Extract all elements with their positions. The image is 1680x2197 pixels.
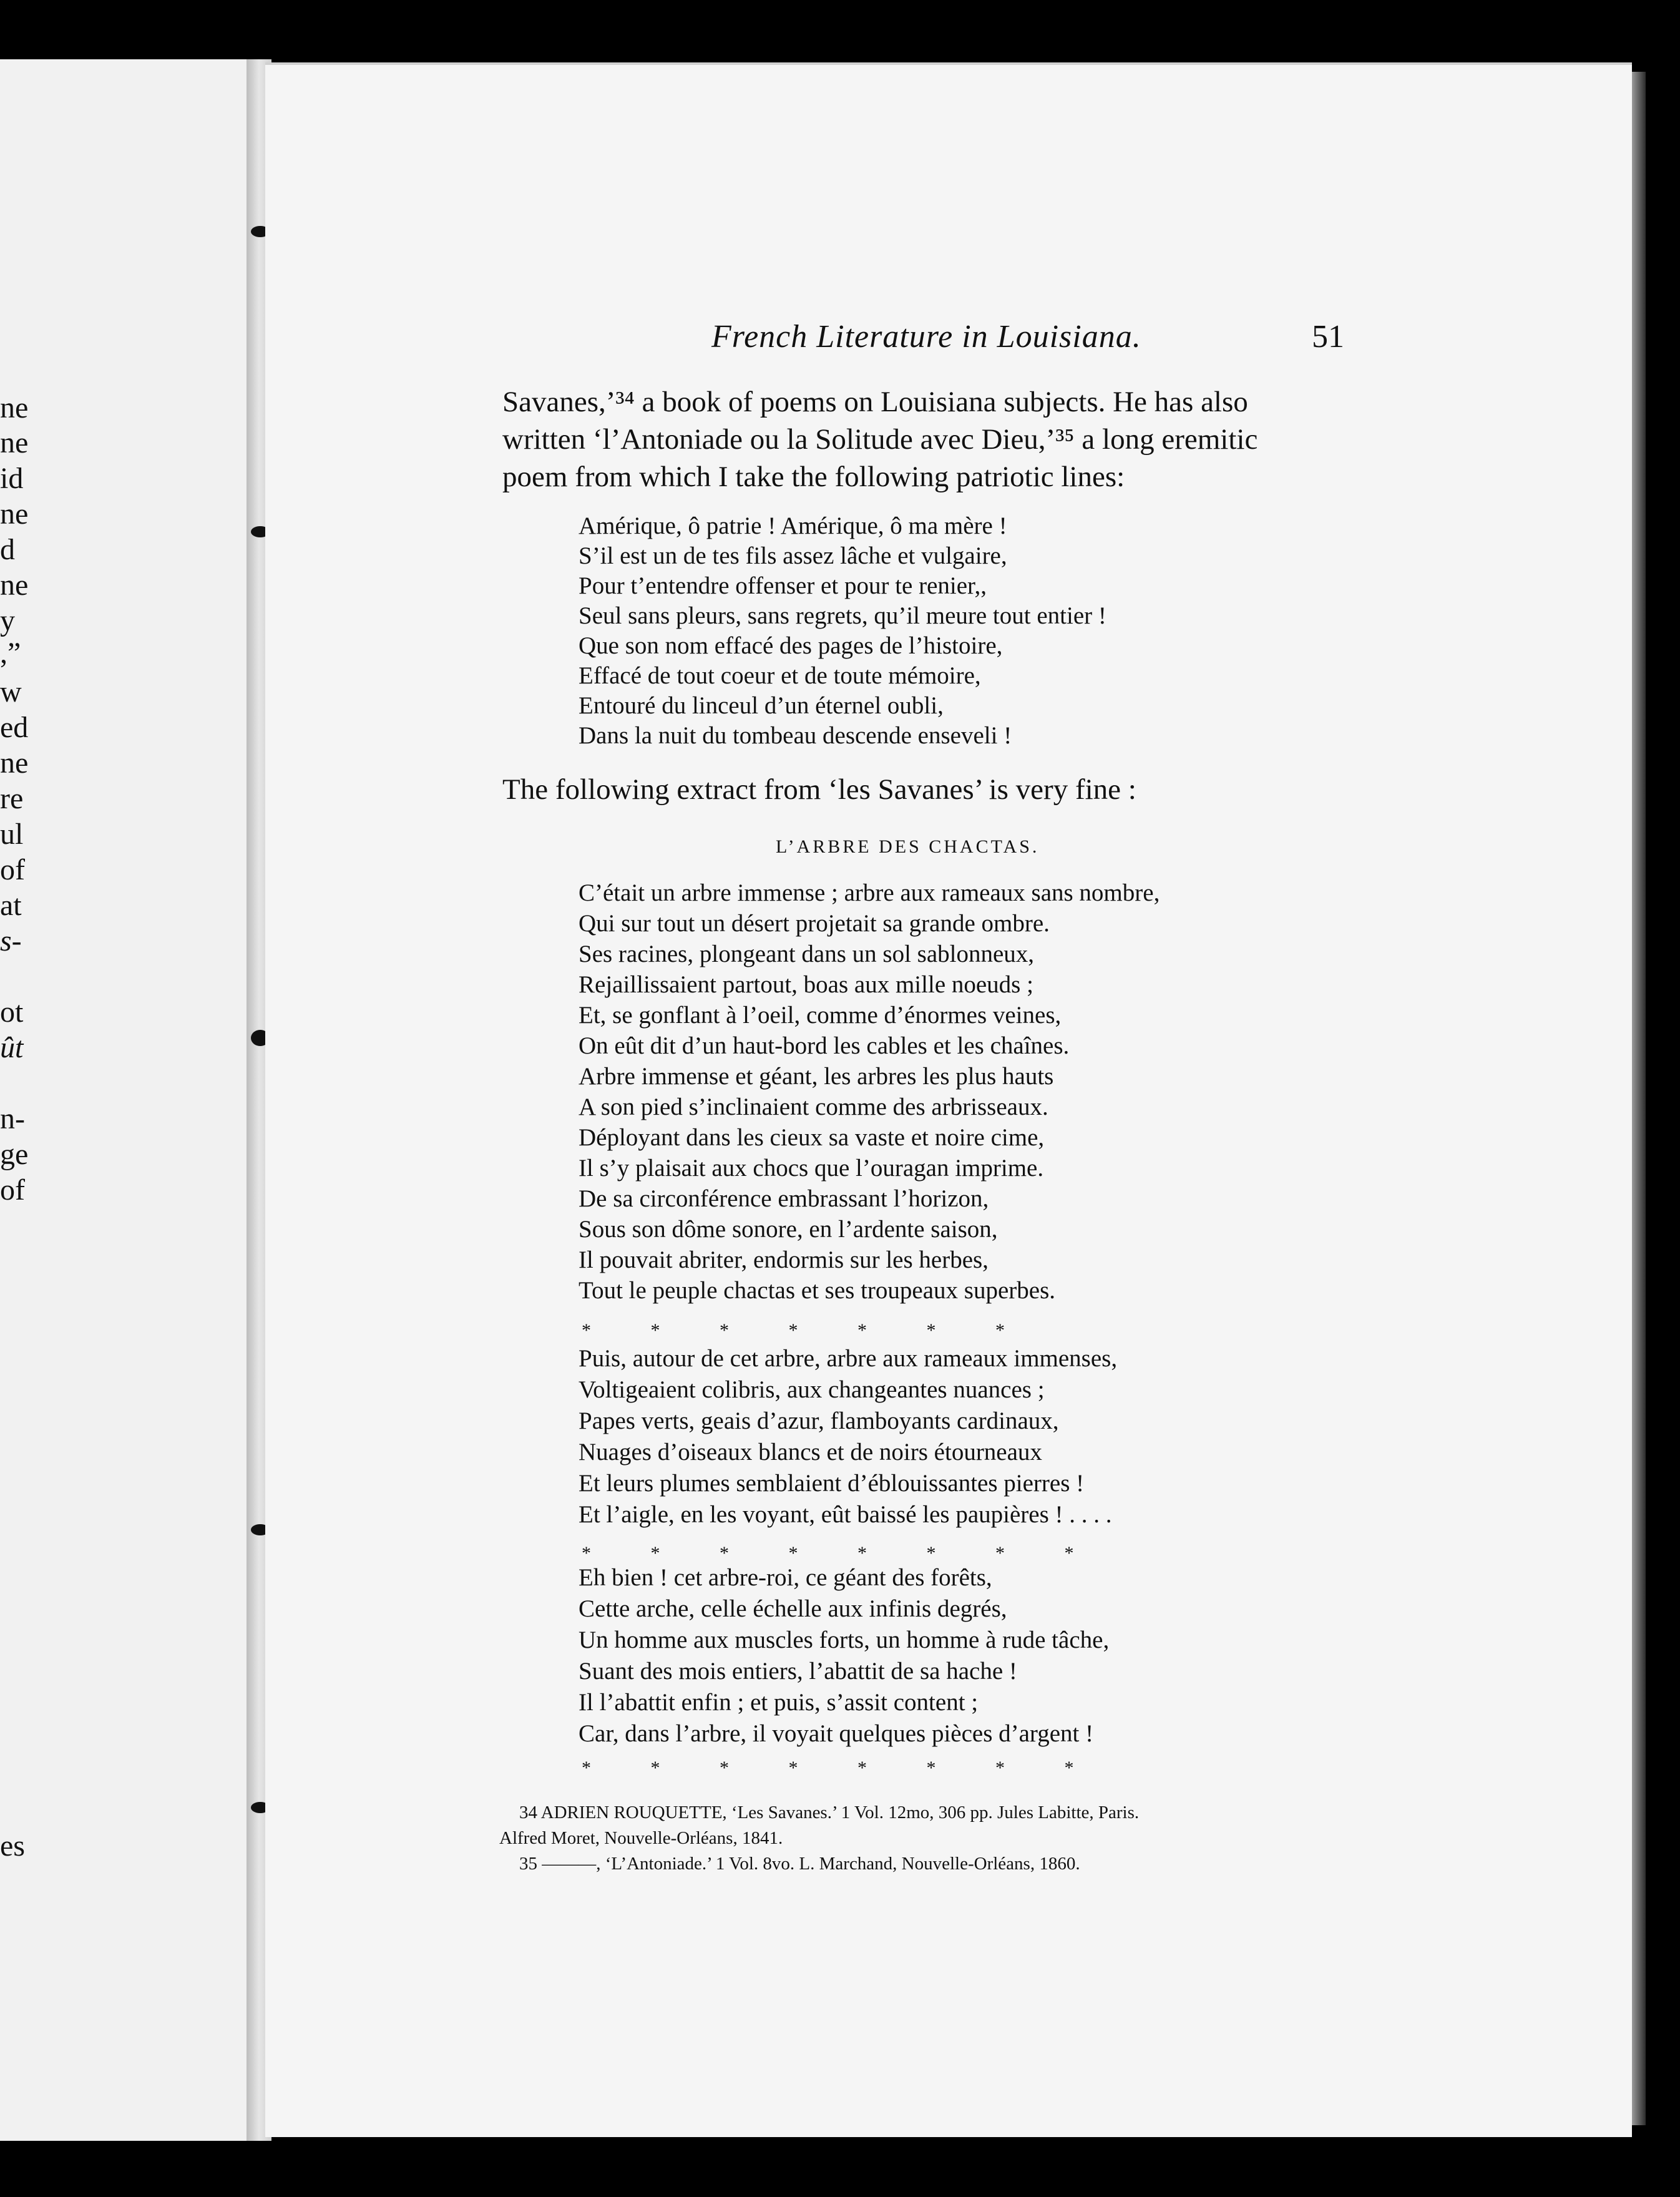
poem-line: Effacé de tout coeur et de toute mémoire, [579,662,981,689]
left-page [0,59,255,2141]
left-page-fragment: at [0,889,22,922]
left-page-fragment: ,” [0,637,21,670]
left-page-fragment: id [0,462,24,495]
paragraph-line: written ‘l’Antoniade ou la Solitude avec Dieu,’³⁵ a long eremitic [502,423,1258,456]
left-page-fragment: ût [0,1031,24,1064]
poem-line: Ses racines, plongeant dans un sol sablonneux, [579,941,1035,967]
poem-line: Il pouvait abriter, endormis sur les herbes, [579,1246,989,1273]
poem-line: Sous son dôme sonore, en l’ardente saison, [579,1216,998,1243]
left-page-fragment: d [0,533,15,566]
left-page-fragment: es [0,1829,25,1862]
footnote-34-continued: Alfred Moret, Nouvelle-Orléans, 1841. [499,1828,783,1848]
poem-line: Arbre immense et géant, les arbres les plus hauts [579,1063,1054,1090]
left-page-fragment: of [0,1173,25,1206]
poem-line: Voltigeaient colibris, aux changeantes nuances ; [579,1376,1045,1403]
poem-line: Pour t’entendre offenser et pour te renier,, [579,572,987,599]
poem-line: C’était un arbre immense ; arbre aux rameaux sans nombre, [579,879,1160,906]
left-page-fragment: w [0,675,22,708]
poem-line: Qui sur tout un désert projetait sa grande ombre. [579,910,1050,937]
left-page-fragment: ge [0,1138,29,1171]
poem-line: On eût dit d’un haut-bord les cables et les chaînes. [579,1032,1070,1059]
poem-line: Nuages d’oiseaux blancs et de noirs étourneaux [579,1439,1042,1465]
paragraph-line: poem from which I take the following patriotic lines: [502,461,1125,493]
poem-line: Dans la nuit du tombeau descende enseveli ! [579,722,1012,749]
poem-line: Seul sans pleurs, sans regrets, qu’il meure tout entier ! [579,602,1106,629]
poem-line: Déployant dans les cieux sa vaste et noire cime, [579,1124,1045,1151]
poem-line: De sa circonférence embrassant l’horizon, [579,1185,989,1212]
left-page-fragment: re [0,782,24,815]
poem-line: Rejaillissaient partout, boas aux mille noeuds ; [579,971,1033,998]
left-page-fragment: ot [0,996,24,1029]
poem-title: L’ARBRE DES CHACTAS. [776,836,1040,857]
page-number: 51 [1312,319,1344,355]
poem-line: Et, se gonflant à l’oeil, comme d’énormes veines, [579,1002,1062,1029]
left-page-fragment: s- [0,924,22,957]
left-page-fragment: ne [0,746,29,780]
left-page-fragment: ne [0,391,29,424]
poem-line: Puis, autour de cet arbre, arbre aux rameaux immenses, [579,1345,1118,1372]
section-stars: * * * * * * * * [582,1758,1074,1778]
poem-line: Entouré du linceul d’un éternel oubli, [579,692,944,719]
paragraph-line: Savanes,’³⁴ a book of poems on Louisiana subjects. He has also [502,386,1248,418]
left-page-fragment: ne [0,426,29,459]
footnote-34: 34 ADRIEN ROUQUETTE, ‘Les Savanes.’ 1 Vol. 12mo, 306 pp. Jules Labitte, Paris. [519,1803,1140,1823]
poem-line: Et l’aigle, en les voyant, eût baissé les paupières ! . . . . [579,1501,1112,1528]
poem-line: Car, dans l’arbre, il voyait quelques pièces d’argent ! [579,1720,1094,1747]
poem-line: Cette arche, celle échelle aux infinis degrés, [579,1595,1007,1622]
left-page-fragment: ne [0,569,29,602]
poem-line: S’il est un de tes fils assez lâche et vulgaire, [579,542,1007,569]
left-page-fragment: ed [0,711,29,744]
left-page-fragment: n- [0,1102,25,1135]
paragraph-line: The following extract from ‘les Savanes’ is very fine : [502,773,1136,806]
poem-line: Eh bien ! cet arbre-roi, ce géant des forêts, [579,1564,992,1591]
page-edge-shadow [1632,72,1646,2125]
poem-line: Papes verts, geais d’azur, flamboyants cardinaux, [579,1407,1059,1434]
left-page-fragment: ul [0,818,24,851]
poem-line: Amérique, ô patrie ! Amérique, ô ma mère ! [579,512,1007,539]
poem-line: Il l’abattit enfin ; et puis, s’assit content ; [579,1689,979,1716]
left-page-fragment: ne [0,497,29,531]
poem-line: Suant des mois entiers, l’abattit de sa hache ! [579,1658,1017,1685]
poem-line: Un homme aux muscles forts, un homme à rude tâche, [579,1627,1110,1653]
section-stars: * * * * * * * * [582,1543,1074,1563]
poem-line: Que son nom effacé des pages de l’histoire, [579,632,1003,659]
running-title: French Literature in Louisiana. [711,319,1141,355]
footnote-35: 35 ———, ‘L’Antoniade.’ 1 Vol. 8vo. L. Marchand, Nouvelle-Orléans, 1860. [519,1854,1080,1874]
left-page-fragment: of [0,853,25,886]
section-stars: * * * * * * * [582,1320,1005,1341]
poem-line: A son pied s’inclinaient comme des arbrisseaux. [579,1094,1048,1120]
poem-line: Il s’y plaisait aux chocs que l’ouragan imprime. [579,1155,1044,1182]
left-page-fragment: y [0,604,15,637]
poem-line: Et leurs plumes semblaient d’éblouissantes pierres ! [579,1470,1085,1497]
poem-line: Tout le peuple chactas et ses troupeaux superbes. [579,1277,1056,1304]
